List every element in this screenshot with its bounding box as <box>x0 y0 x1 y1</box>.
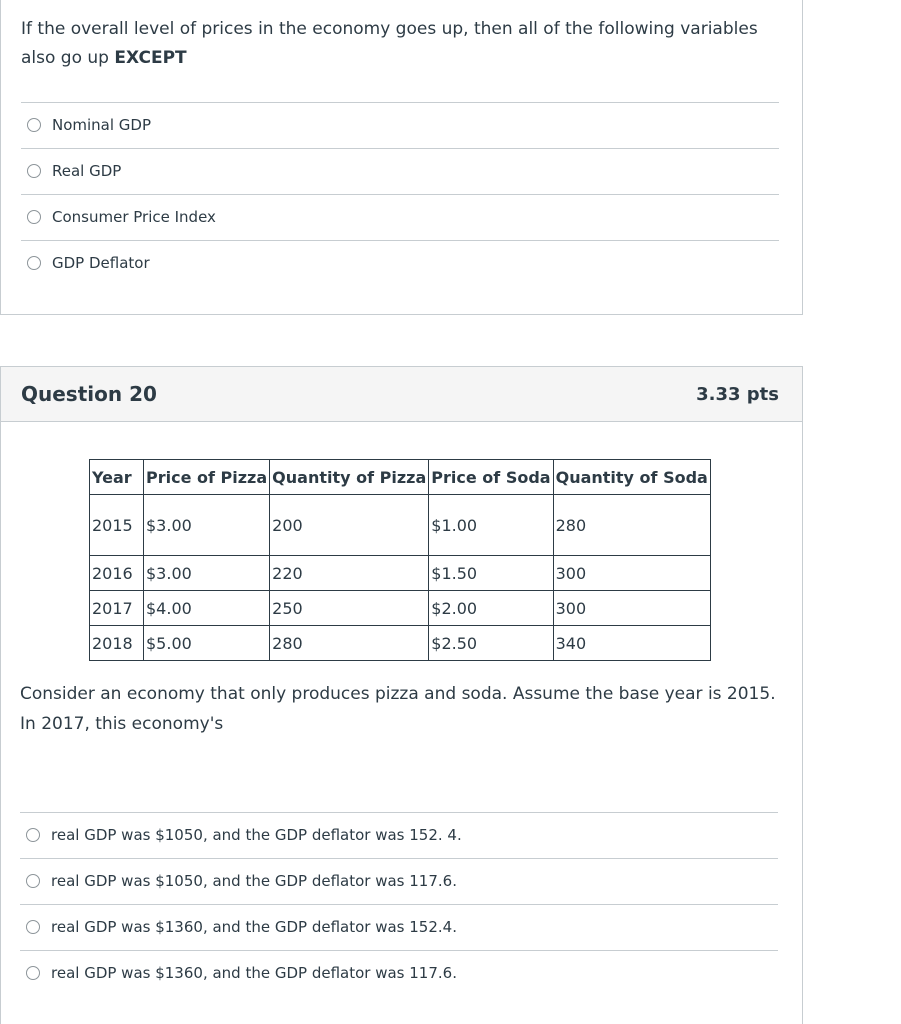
table-cell: 220 <box>270 556 429 591</box>
answer-option[interactable] <box>20 858 778 904</box>
question-19-text <box>21 15 791 73</box>
answer-option[interactable] <box>21 240 779 286</box>
radio-button[interactable] <box>27 210 41 224</box>
answer-label[interactable]: GDP Deflator <box>52 254 150 272</box>
table-cell: $2.50 <box>429 626 553 661</box>
answer-option[interactable] <box>21 194 779 240</box>
question-points: 3.33 pts <box>696 384 779 405</box>
table-cell: $4.00 <box>144 591 270 626</box>
price-quantity-table <box>89 459 711 661</box>
table-row <box>90 591 711 626</box>
table-cell: 280 <box>553 495 710 556</box>
table-cell: 280 <box>270 626 429 661</box>
question-20-text: Consider an economy that only produces pizza and soda. Assume the base year is 2015. In 2017, this economy's <box>20 684 776 734</box>
table-row <box>90 495 711 556</box>
table-cell: 2018 <box>90 626 144 661</box>
table-cell: 300 <box>553 591 710 626</box>
answer-label[interactable]: Nominal GDP <box>52 116 152 134</box>
table-cell: 2017 <box>90 591 144 626</box>
answer-option[interactable] <box>21 148 779 194</box>
table-header-cell: Year <box>90 460 144 495</box>
radio-button[interactable] <box>27 256 41 270</box>
question-19-text-emphasis: EXCEPT <box>114 48 187 68</box>
table-cell: 2015 <box>90 495 144 556</box>
radio-button[interactable] <box>26 920 40 934</box>
answer-option[interactable] <box>20 950 778 996</box>
answer-option[interactable] <box>20 904 778 950</box>
answer-label[interactable]: real GDP was $1050, and the GDP deflator was 117.6. <box>51 872 457 890</box>
answer-label[interactable]: real GDP was $1360, and the GDP deflator was 152.4. <box>51 918 457 936</box>
table-header-cell: Price of Pizza <box>144 460 270 495</box>
answer-label[interactable]: Real GDP <box>52 162 122 180</box>
table-cell: $2.00 <box>429 591 553 626</box>
question-19-answers <box>21 102 779 286</box>
table-header-row <box>90 460 711 495</box>
radio-button[interactable] <box>27 118 41 132</box>
table-cell: $1.50 <box>429 556 553 591</box>
table-cell: 250 <box>270 591 429 626</box>
table-row <box>90 556 711 591</box>
table-cell: 340 <box>553 626 710 661</box>
table-header-cell: Quantity of Soda <box>553 460 710 495</box>
answer-label[interactable]: real GDP was $1050, and the GDP deflator was 152. 4. <box>51 826 462 844</box>
answer-label[interactable]: real GDP was $1360, and the GDP deflator was 117.6. <box>51 964 457 982</box>
question-20-answers <box>20 812 778 996</box>
question-title: Question 20 <box>21 382 157 406</box>
radio-button[interactable] <box>27 164 41 178</box>
table-cell: $3.00 <box>144 495 270 556</box>
answer-option[interactable] <box>21 102 779 148</box>
table-cell: $3.00 <box>144 556 270 591</box>
radio-button[interactable] <box>26 874 40 888</box>
table-cell: $1.00 <box>429 495 553 556</box>
table-cell: 2016 <box>90 556 144 591</box>
table-cell: 300 <box>553 556 710 591</box>
answer-option[interactable] <box>20 812 778 858</box>
question-19-text-main: If the overall level of prices in the economy goes up, then all of the following variables also go up <box>21 19 758 68</box>
radio-button[interactable] <box>26 828 40 842</box>
table-cell: 200 <box>270 495 429 556</box>
table-row <box>90 626 711 661</box>
table-cell: $5.00 <box>144 626 270 661</box>
answer-label[interactable]: Consumer Price Index <box>52 208 216 226</box>
question-header <box>1 367 802 422</box>
table-header-cell: Price of Soda <box>429 460 553 495</box>
table-header-cell: Quantity of Pizza <box>270 460 429 495</box>
radio-button[interactable] <box>26 966 40 980</box>
question-19-card <box>0 0 803 315</box>
